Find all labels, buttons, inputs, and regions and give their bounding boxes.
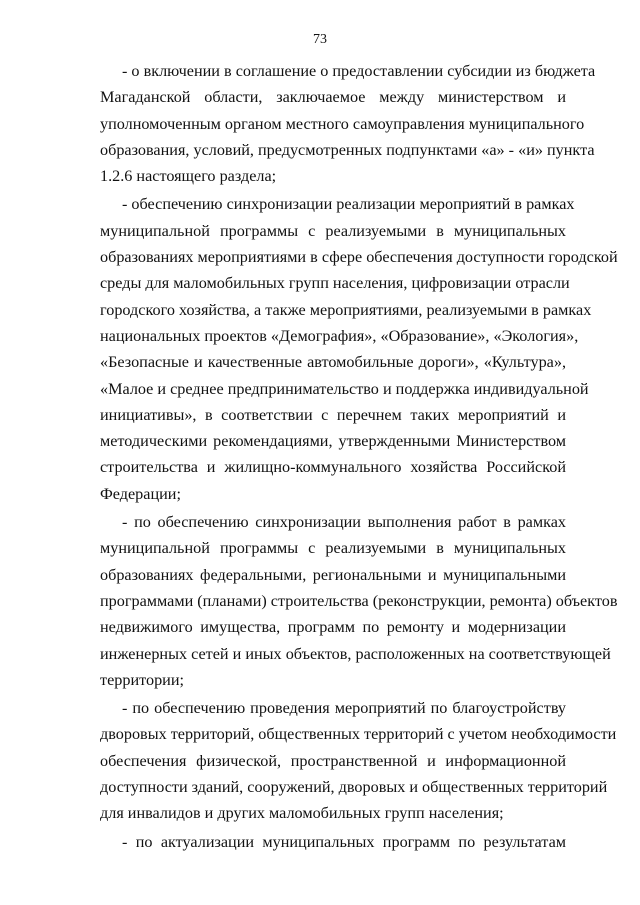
text-line: муниципальной программы с реализуемыми в муниципальных	[100, 221, 566, 240]
paragraph-program-update	[100, 829, 566, 855]
text-line: - по актуализации муниципальных программ по результатам	[122, 832, 566, 851]
text-line: Федерации;	[100, 484, 181, 503]
text-line: методическими рекомендациями, утвержденными Министерством	[100, 432, 566, 451]
text-line: для инвалидов и других маломобильных групп населения;	[100, 804, 504, 823]
text-line: «Безопасные и качественные автомобильные дороги», «Культура»,	[100, 353, 566, 372]
text-line: - по обеспечению синхронизации выполнения работ в рамках	[122, 513, 566, 532]
text-line: образованиях федеральными, региональными и муниципальными	[100, 565, 566, 584]
paragraph-synchronization-measures	[100, 191, 618, 507]
text-line: программами (планами) строительства (реконструкции, ремонта) объектов	[100, 591, 618, 610]
text-line: «Малое и среднее предпринимательство и поддержка индивидуальной	[100, 379, 589, 398]
text-line: национальных проектов «Демография», «Образование», «Экология»,	[100, 326, 579, 345]
text-line: инициативы», в соответствии с перечнем таких мероприятий и	[100, 405, 566, 424]
text-line: дворовых территорий, общественных территорий с учетом необходимости	[100, 725, 617, 744]
text-line: уполномоченным органом местного самоуправления муниципального	[100, 114, 585, 133]
text-line: - по обеспечению проведения мероприятий по благоустройству	[122, 699, 566, 718]
paragraph-subsidy-agreement	[100, 58, 596, 189]
text-line: строительства и жилищно-коммунального хозяйства Российской	[100, 458, 566, 477]
text-line: Магаданской области, заключаемое между министерством и	[100, 88, 566, 107]
document-body	[100, 58, 618, 857]
text-line: среды для маломобильных групп населения, цифровизации отрасли	[100, 274, 570, 293]
text-line: - обеспечению синхронизации реализации мероприятий в рамках	[122, 195, 575, 214]
text-line: недвижимого имущества, программ по ремонту и модернизации	[100, 618, 566, 637]
text-line: образованиях мероприятиями в сфере обеспечения доступности городской	[100, 248, 618, 267]
text-line: территории;	[100, 670, 184, 689]
text-line: - о включении в соглашение о предоставлении субсидии из бюджета	[122, 62, 596, 80]
paragraph-synchronization-works	[100, 509, 618, 693]
paragraph-landscaping	[100, 695, 617, 826]
text-line: муниципальной программы с реализуемыми в муниципальных	[100, 539, 566, 558]
text-line: инженерных сетей и иных объектов, расположенных на соответствующей	[100, 644, 611, 663]
text-line: образования, условий, предусмотренных подпунктами «а» - «и» пункта	[100, 140, 595, 159]
text-line: городского хозяйства, а также мероприятиями, реализуемыми в рамках	[100, 300, 592, 319]
page-number: 73	[313, 32, 327, 47]
text-line: 1.2.6 настоящего раздела;	[100, 167, 277, 186]
text-line: обеспечения физической, пространственной и информационной	[100, 751, 566, 770]
text-line: доступности зданий, сооружений, дворовых и общественных территорий	[100, 778, 608, 797]
